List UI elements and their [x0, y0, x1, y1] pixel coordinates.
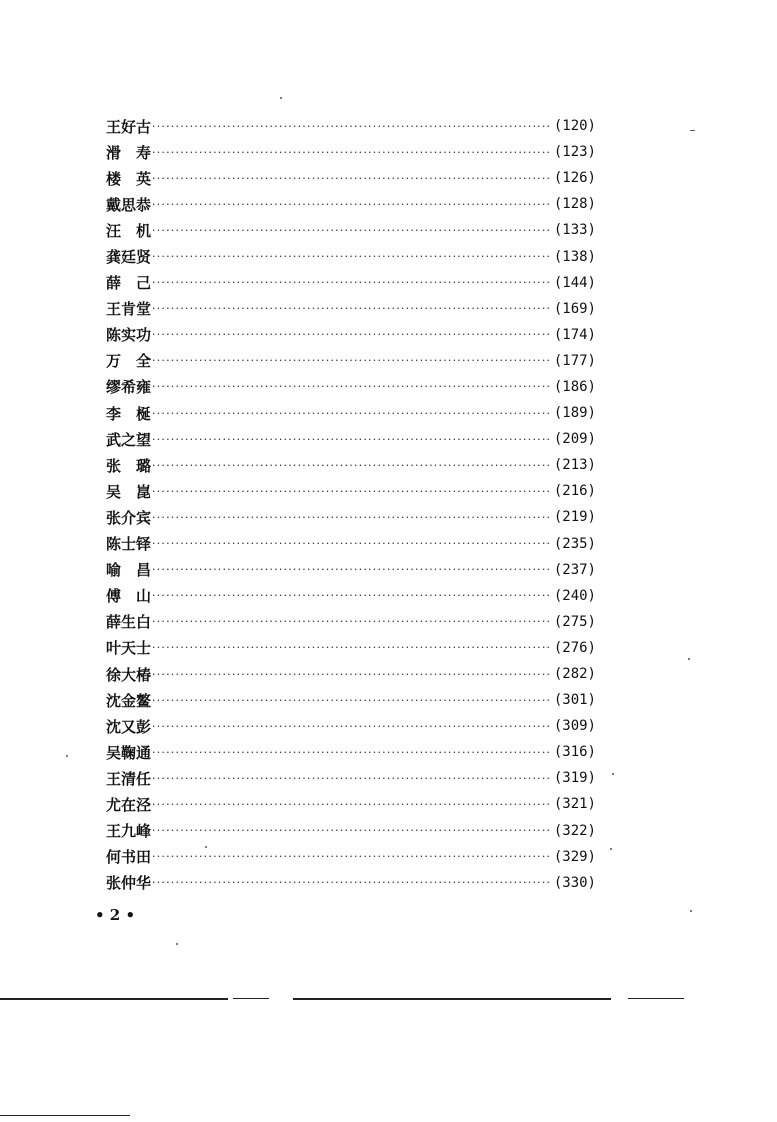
toc-entry — [106, 139, 596, 165]
toc-entry — [106, 870, 596, 896]
scan-speck — [176, 943, 178, 945]
toc-entry-page: (309) — [553, 718, 596, 735]
toc-entry-name: 武之望 — [106, 430, 152, 449]
toc-entry-name: 万 全 — [106, 352, 152, 371]
toc-entry-name: 何书田 — [106, 848, 152, 867]
toc-dot-leader — [152, 355, 550, 366]
toc-entry-name: 喻 昌 — [106, 561, 152, 580]
toc-dot-leader — [152, 121, 550, 132]
toc-entry — [106, 609, 596, 635]
toc-entry-page: (319) — [553, 770, 596, 787]
toc-entry-page: (186) — [553, 378, 596, 395]
scan-speck — [690, 130, 695, 131]
toc-dot-leader — [152, 695, 550, 706]
toc-dot-leader — [152, 538, 550, 549]
toc-entry — [106, 818, 596, 844]
toc-entry — [106, 661, 596, 687]
toc-dot-leader — [152, 512, 550, 523]
toc-entry-page: (322) — [553, 822, 596, 839]
toc-dot-leader — [152, 225, 550, 236]
scan-speck — [690, 910, 692, 912]
toc-entry-name: 张仲华 — [106, 874, 152, 893]
toc-entry — [106, 217, 596, 243]
toc-entry-page: (213) — [553, 457, 596, 474]
scan-rule-4 — [628, 998, 684, 999]
toc-entry — [106, 739, 596, 765]
toc-entry — [106, 765, 596, 791]
toc-dot-leader — [152, 460, 550, 471]
scan-speck — [280, 97, 282, 99]
toc-entry-name: 楼 英 — [106, 169, 152, 188]
toc-entry — [106, 531, 596, 557]
toc-dot-leader — [152, 173, 550, 184]
toc-entry-name: 吴 崑 — [106, 482, 152, 501]
toc-entry — [106, 452, 596, 478]
toc-entry-name: 王肯堂 — [106, 300, 152, 319]
toc-entry-name: 徐大椿 — [106, 665, 152, 684]
toc-entry-name: 吴鞠通 — [106, 743, 152, 762]
toc-entry-name: 汪 机 — [106, 221, 152, 240]
toc-dot-leader — [152, 616, 550, 627]
toc-dot-leader — [152, 277, 550, 288]
toc-entry — [106, 635, 596, 661]
toc-dot-leader — [152, 251, 550, 262]
toc-entry-page: (216) — [553, 483, 596, 500]
toc-dot-leader — [152, 877, 550, 888]
toc-entry — [106, 322, 596, 348]
toc-dot-leader — [152, 434, 550, 445]
toc-entry-page: (276) — [553, 639, 596, 656]
scan-speck — [205, 846, 207, 848]
toc-dot-leader — [152, 747, 550, 758]
toc-entry-page: (282) — [553, 666, 596, 683]
toc-entry — [106, 713, 596, 739]
toc-entry-name: 张 璐 — [106, 456, 152, 475]
toc-entry-page: (235) — [553, 535, 596, 552]
toc-entry-name: 缪希雍 — [106, 378, 152, 397]
scan-speck — [610, 848, 612, 850]
toc-entry-name: 薛 己 — [106, 274, 152, 293]
toc-entry-page: (330) — [553, 874, 596, 891]
toc-dot-leader — [152, 408, 550, 419]
toc-entry-name: 戴思恭 — [106, 195, 152, 214]
toc-entry-page: (189) — [553, 405, 596, 422]
toc-entry-page: (120) — [553, 118, 596, 135]
toc-entry-page: (316) — [553, 744, 596, 761]
toc-entry-name: 傅 山 — [106, 587, 152, 606]
scan-speck — [66, 755, 68, 757]
toc-dot-leader — [152, 773, 550, 784]
toc-entry-page: (301) — [553, 692, 596, 709]
toc-entry-name: 沈金鳌 — [106, 691, 152, 710]
toc-entry — [106, 348, 596, 374]
toc-entry-page: (169) — [553, 300, 596, 317]
toc-dot-leader — [152, 486, 550, 497]
toc-entry-name: 陈士铎 — [106, 535, 152, 554]
toc-dot-leader — [152, 721, 550, 732]
toc-entry — [106, 243, 596, 269]
toc-entry — [106, 426, 596, 452]
page-number: • 2 • — [95, 906, 136, 924]
toc-entry — [106, 791, 596, 817]
toc-entry-page: (133) — [553, 222, 596, 239]
toc-dot-leader — [152, 669, 550, 680]
toc-entry-page: (240) — [553, 587, 596, 604]
scan-speck — [688, 658, 690, 660]
toc-entry-name: 叶天士 — [106, 639, 152, 658]
toc-entry-name: 王九峰 — [106, 822, 152, 841]
toc-entry — [106, 478, 596, 504]
toc-entry-page: (123) — [553, 144, 596, 161]
toc-entry-page: (177) — [553, 352, 596, 369]
scan-rule-3 — [293, 998, 611, 1000]
toc-entry — [106, 113, 596, 139]
toc-entry — [106, 504, 596, 530]
toc-dot-leader — [152, 199, 550, 210]
toc-entry-page: (174) — [553, 326, 596, 343]
toc-entry-name: 滑 寿 — [106, 143, 152, 162]
toc-entry-name: 龚廷贤 — [106, 248, 152, 267]
scan-rule-5 — [0, 1115, 130, 1116]
table-of-contents — [106, 113, 596, 896]
scan-speck — [612, 773, 614, 775]
toc-entry — [106, 687, 596, 713]
toc-entry-page: (138) — [553, 248, 596, 265]
toc-dot-leader — [152, 590, 550, 601]
toc-entry — [106, 270, 596, 296]
toc-entry — [106, 296, 596, 322]
toc-entry-page: (237) — [553, 561, 596, 578]
toc-entry-name: 张介宾 — [106, 508, 152, 527]
toc-entry-name: 尤在泾 — [106, 795, 152, 814]
toc-entry-page: (126) — [553, 170, 596, 187]
toc-entry-page: (321) — [553, 796, 596, 813]
toc-entry — [106, 165, 596, 191]
toc-entry-name: 薛生白 — [106, 613, 152, 632]
toc-entry — [106, 844, 596, 870]
toc-entry-name: 王清任 — [106, 769, 152, 788]
toc-dot-leader — [152, 825, 550, 836]
toc-dot-leader — [152, 799, 550, 810]
toc-entry-name: 陈实功 — [106, 326, 152, 345]
scan-rule-1 — [0, 998, 228, 1000]
toc-entry-page: (144) — [553, 274, 596, 291]
toc-entry-page: (219) — [553, 509, 596, 526]
toc-entry — [106, 557, 596, 583]
toc-entry-name: 李 梴 — [106, 404, 152, 423]
toc-dot-leader — [152, 642, 550, 653]
scan-rule-2 — [233, 998, 269, 999]
toc-entry-page: (275) — [553, 613, 596, 630]
toc-entry-page: (209) — [553, 431, 596, 448]
toc-entry — [106, 191, 596, 217]
toc-dot-leader — [152, 147, 550, 158]
toc-entry — [106, 374, 596, 400]
toc-dot-leader — [152, 329, 550, 340]
toc-entry-name: 王好古 — [106, 117, 152, 136]
toc-entry — [106, 583, 596, 609]
toc-dot-leader — [152, 381, 550, 392]
toc-dot-leader — [152, 851, 550, 862]
toc-entry — [106, 400, 596, 426]
toc-entry-page: (128) — [553, 196, 596, 213]
toc-dot-leader — [152, 564, 550, 575]
toc-dot-leader — [152, 303, 550, 314]
toc-entry-name: 沈又彭 — [106, 717, 152, 736]
toc-entry-page: (329) — [553, 848, 596, 865]
